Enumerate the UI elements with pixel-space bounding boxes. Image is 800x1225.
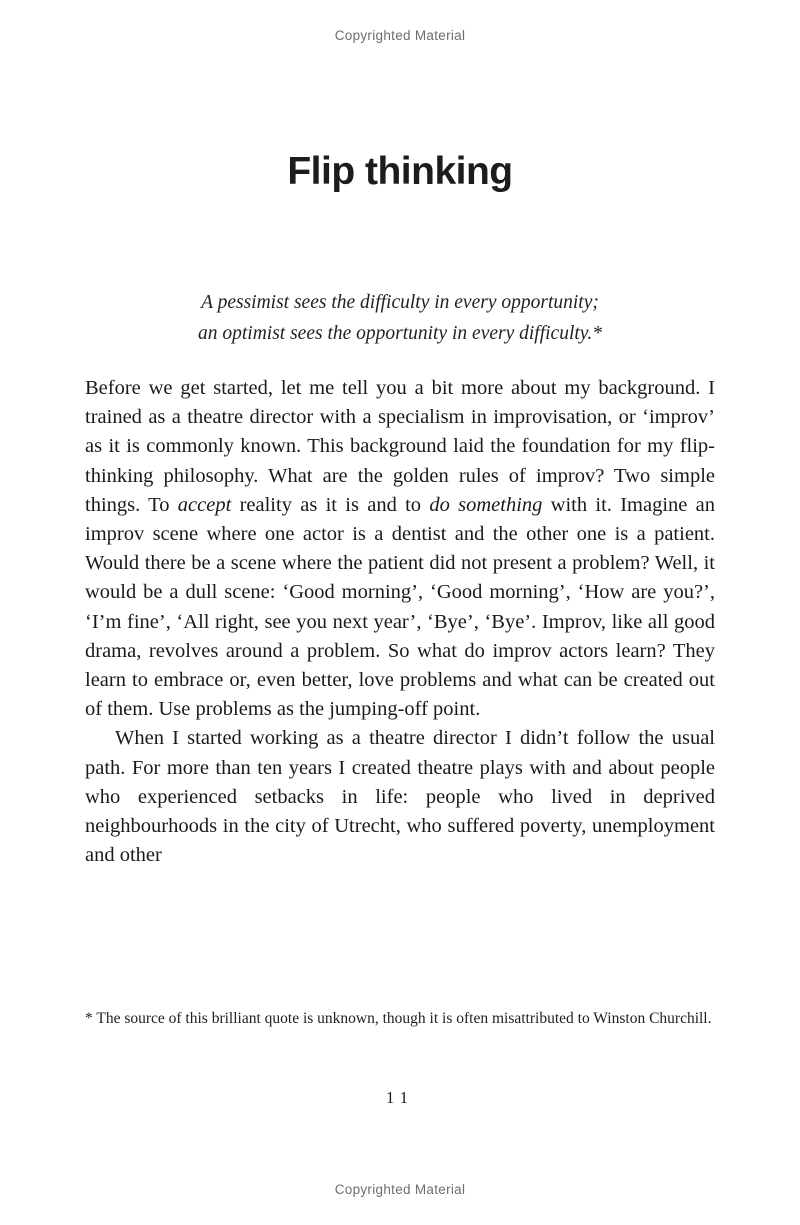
epigraph-line-2: an optimist sees the opportunity in every difficulty.*	[197, 323, 602, 344]
paragraph-2: When I started working as a theatre director I didn’t follow the usual path. For more than ten years I created theatre plays with and about people who experienced setbacks in life: people who lived in deprived neighbourhoods in the city of Utrecht, who suffered poverty, unemployment and other	[85, 727, 715, 867]
italic-phrase-do-something: do something	[429, 493, 543, 516]
footnote: * The source of this brilliant quote is unknown, though it is often misattributed to Winston Churchill.	[85, 1010, 712, 1027]
page-number: 11	[385, 1088, 415, 1107]
epigraph-line-1: A pessimist sees the difficulty in every opportunity;	[201, 292, 599, 313]
epigraph	[100, 287, 700, 349]
paragraph-1-text-a: Before we get started, let me tell you a bit more about my background. I trained as a theatre director with a specialism in improvisation, or ‘improv’ as it is commonly known. This background laid the foundation for my flip-thinking philosophy. What are the golden rules of improv? Two simple things. To	[85, 377, 715, 516]
copyright-notice-top: Copyrighted Material	[334, 28, 466, 43]
body-text	[85, 374, 715, 870]
paragraph-1-text-c: with it. Imagine an improv scene where one actor is a dentist and the other one is a patient. Would there be a scene where the patient did not present a problem? Well, it would be a dull scene: ‘Good morning’, ‘Good morning’, ‘How are you?’, ‘I’m fine’, ‘All right, see you next year’, ‘Bye’, ‘Bye’. Improv, like all good drama, revolves around a problem. So what do improv actors learn? They learn to embrace or, even better, love problems and what can be created out of them. Use problems as the jumping-off point.	[85, 493, 716, 721]
paragraph-1	[85, 374, 715, 724]
italic-word-accept: accept	[177, 493, 232, 516]
copyright-notice-bottom: Copyrighted Material	[334, 1182, 466, 1197]
paragraph-1-text-b: reality as it is and to	[231, 493, 430, 516]
chapter-title: Flip thinking	[287, 150, 513, 193]
